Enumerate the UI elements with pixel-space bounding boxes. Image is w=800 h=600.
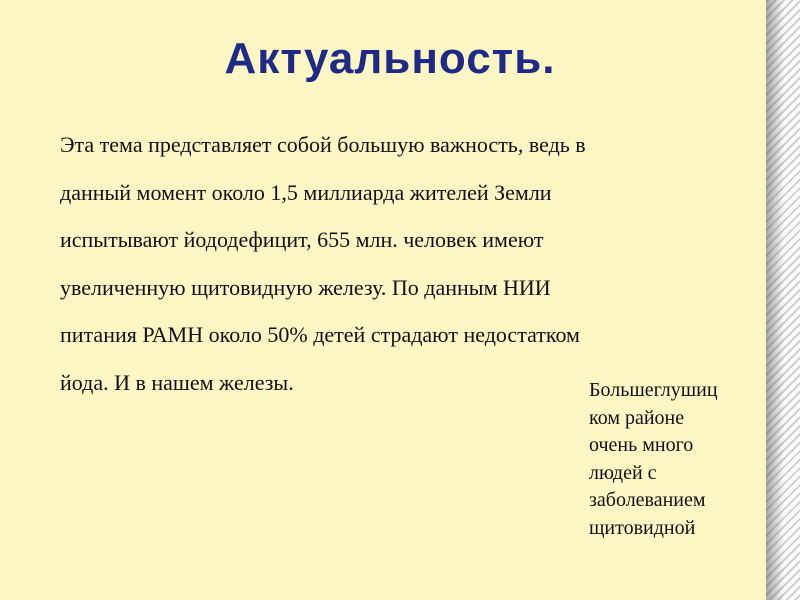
slide-title: Актуальность. [224, 34, 556, 83]
slide-shadow [766, 0, 800, 600]
body-paragraph [60, 121, 720, 407]
side-note-line: людей с [589, 461, 657, 484]
side-note-line: ком районе [589, 406, 685, 429]
body-line: Эта тема представляет собой большую важность, ведь в [60, 132, 586, 157]
body-line: увеличенную щитовидную железу. По данным НИИ [60, 274, 551, 300]
side-note-line: Большеглушиц [589, 379, 718, 401]
body-line: питания РАМН около 50% детей страдают недостатком [60, 322, 580, 348]
side-note [589, 377, 764, 542]
side-note-line: заболеванием [589, 489, 706, 511]
side-note-line: щитовидной [589, 516, 696, 539]
body-line: данный момент около 1,5 миллиарда жителей Земли [60, 179, 552, 205]
side-note-line: очень много [589, 434, 694, 456]
body-line: испытывают йододефицит, 655 млн. человек имеют [60, 227, 544, 253]
body-line: йода. И в нашем железы. [60, 369, 294, 395]
